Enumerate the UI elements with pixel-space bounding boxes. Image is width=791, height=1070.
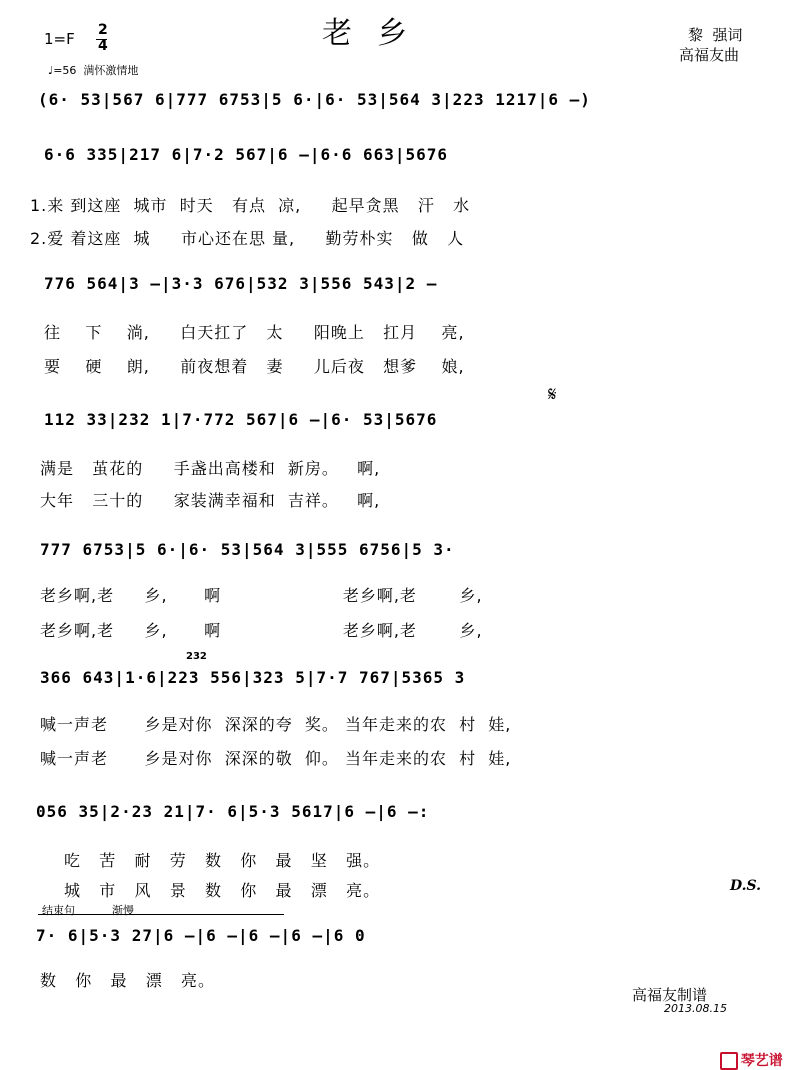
time-signature-bottom: 4 — [98, 38, 108, 54]
notation-row-8: 7· 6|5·3 27|6 –|6 –|6 –|6 –|6 0 — [36, 926, 366, 945]
notation-row-6: 366 643|1·6|223 556|323 5|7·7 767|5365 3 — [40, 668, 466, 687]
notation-row-7: 056 35|2·23 21|7· 6|5·3 5617|6 –|6 –: — [36, 802, 430, 821]
lyric-row-7-verse-2: 城 市 风 景 数 你 最 漂 亮。 — [64, 881, 381, 900]
watermark-text: 琴艺谱 — [740, 1053, 783, 1069]
arranger-credit: 高福友制谱 — [632, 986, 708, 1004]
ending-label: 结束句 — [42, 904, 75, 917]
notation-row-4: 112 33|232 1|7·772 567|6 –|6· 53|5676 — [44, 410, 438, 429]
lyric-row-8: 数 你 最 漂 亮。 — [40, 971, 216, 990]
watermark-logo — [710, 1034, 783, 1070]
lyric-row-4-verse-1: 满是 茧花的 手盏出高楼和 新房。 啊, — [40, 459, 381, 478]
page-title: 老 乡 — [322, 16, 410, 51]
lyric-row-6-verse-1: 喊一声老 乡是对你 深深的夸 奖。 当年走来的农 村 娃, — [40, 715, 512, 734]
grace-notes: 232 — [186, 651, 207, 662]
notation-row-5: 777 6753|5 6·|6· 53|564 3|555 6756|5 3· — [40, 540, 455, 559]
lyricist: 黎 强词 — [688, 26, 743, 44]
lyric-row-2-verse-1: 1.来 到这座 城市 时天 有点 凉, 起早贪黑 汗 水 — [30, 196, 471, 215]
watermark-icon — [720, 1052, 738, 1070]
ending-bracket — [38, 914, 284, 915]
lyric-row-5-verse-2: 老乡啊,老 乡, 啊 老乡啊,老 乡, — [40, 621, 483, 640]
notation-row-3: 776 564|3 –|3·3 676|532 3|556 543|2 – — [44, 274, 438, 293]
notation-row-1: (6· 53|567 6|777 6753|5 6·|6· 53|564 3|223 1217|6 –) — [38, 90, 591, 109]
key-signature: 1=F — [44, 30, 75, 48]
lyric-row-7-verse-1: 吃 苦 耐 劳 数 你 最 坚 强。 — [64, 851, 381, 870]
dal-segno-mark: D.S. — [730, 878, 762, 894]
date-stamp: 2013.08.15 — [664, 1002, 727, 1015]
lyric-row-2-verse-2: 2.爱 着这座 城 市心还在思 量, 勤劳朴实 做 人 — [30, 229, 465, 248]
tempo-marking: ♩=56 满怀激情地 — [48, 64, 139, 77]
notation-row-2: 6·6 335|217 6|7·2 567|6 –|6·6 663|5676 — [44, 145, 449, 164]
composer: 高福友曲 — [679, 46, 740, 64]
lyric-row-3-verse-1: 往 下 淌, 白天扛了 太 阳晚上 扛月 亮, — [44, 323, 465, 342]
lyric-row-3-verse-2: 要 硬 朗, 前夜想着 妻 儿后夜 想爹 娘, — [44, 357, 465, 376]
lyric-row-5-verse-1: 老乡啊,老 乡, 啊 老乡啊,老 乡, — [40, 586, 483, 605]
ritardando-label: 渐慢 — [112, 904, 134, 917]
lyric-row-6-verse-2: 喊一声老 乡是对你 深深的敬 仰。 当年走来的农 村 娃, — [40, 749, 512, 768]
segno-mark: 𝄋 — [548, 382, 557, 406]
time-signature-top: 2 — [98, 22, 108, 38]
lyric-row-4-verse-2: 大年 三十的 家装满幸福和 吉祥。 啊, — [40, 491, 381, 510]
